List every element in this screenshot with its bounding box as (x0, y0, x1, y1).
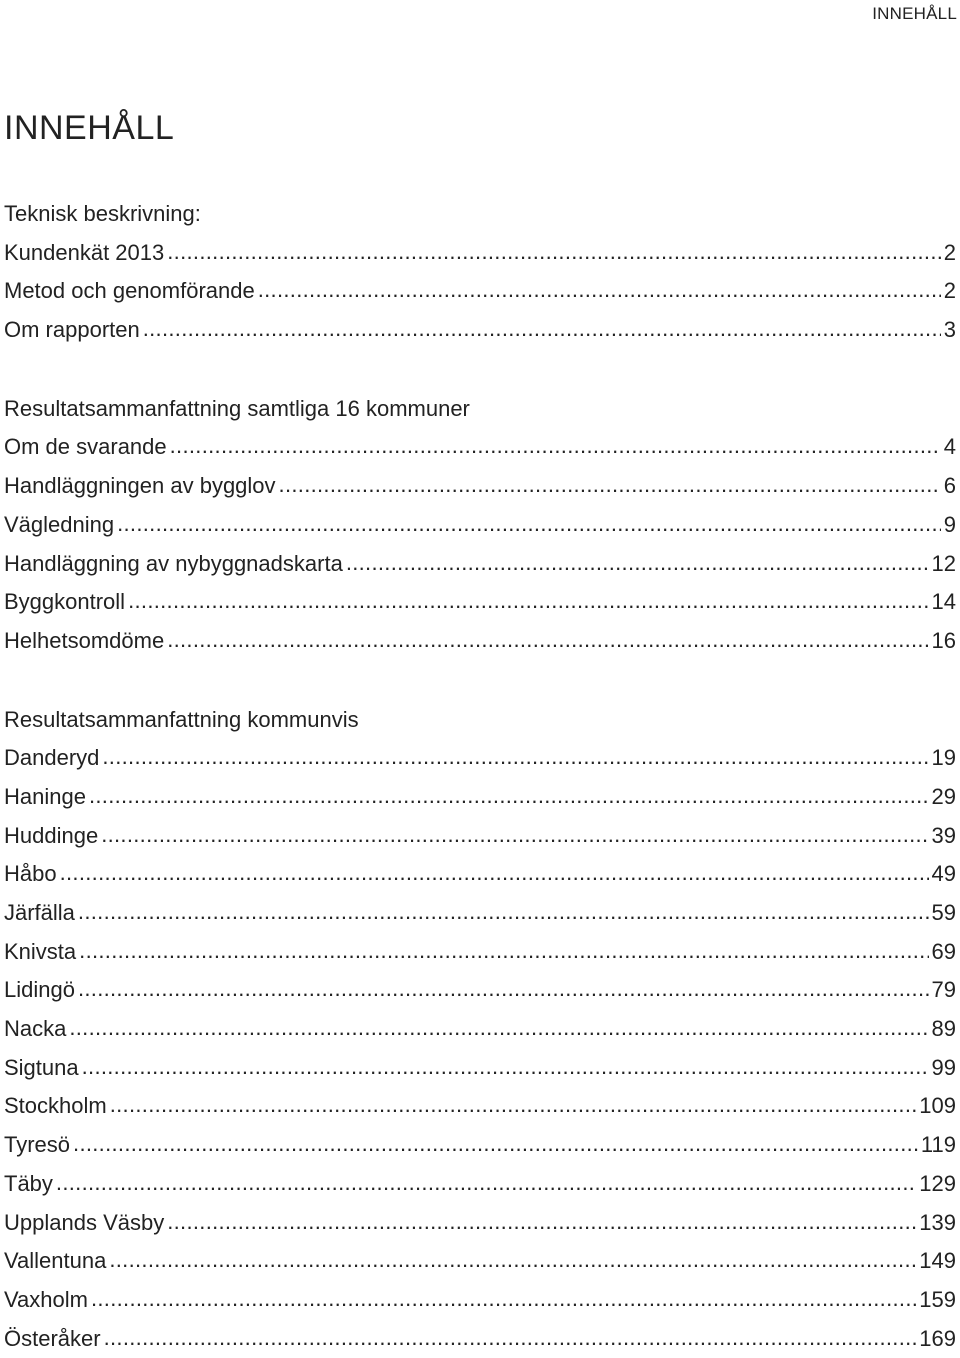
entry-page-number: 59 (931, 900, 956, 925)
entry-page-number: 169 (919, 1325, 956, 1351)
toc-entry[interactable] (4, 855, 956, 894)
entry-label: Helhetsomdöme (4, 627, 165, 653)
dot-leader (102, 738, 928, 777)
dot-leader (167, 621, 928, 660)
page-title: INNEHÅLL (4, 109, 175, 147)
entry-label: Järfälla (4, 900, 75, 925)
entry-label: Täby (4, 1170, 53, 1196)
entry-page-number: 2 (943, 278, 956, 304)
entry-page-number: 109 (919, 1093, 956, 1119)
entry-label: Metod och genomförande (4, 278, 255, 304)
entry-page-number: 139 (919, 1209, 956, 1235)
entry-label: Kundenkät 2013 (4, 239, 165, 265)
toc-entry[interactable] (4, 428, 956, 467)
dot-leader (78, 893, 929, 932)
entry-label: Tyresö (4, 1132, 71, 1158)
dot-leader (167, 233, 940, 272)
entry-label: Österåker (4, 1325, 101, 1351)
dot-leader (104, 1319, 917, 1358)
toc-entry[interactable] (4, 778, 956, 817)
entry-page-number: 79 (931, 977, 956, 1003)
entry-page-number: 14 (931, 589, 956, 615)
toc-section-summary-all (4, 390, 956, 661)
entry-page-number: 119 (920, 1132, 956, 1158)
entry-page-number: 16 (931, 627, 956, 653)
entry-label: Haninge (4, 783, 86, 809)
dot-leader (109, 1241, 916, 1280)
entry-page-number: 159 (919, 1286, 956, 1312)
dot-leader (167, 1203, 916, 1242)
entry-label: Stockholm (4, 1093, 107, 1119)
dot-leader (56, 1164, 916, 1203)
dot-leader (73, 1125, 918, 1164)
toc-entry[interactable] (4, 506, 956, 545)
toc-entry[interactable] (4, 1281, 956, 1320)
dot-leader (60, 854, 929, 893)
entry-page-number: 29 (931, 783, 956, 809)
entry-label: Danderyd (4, 745, 100, 771)
entry-page-number: 89 (931, 1016, 956, 1042)
entry-label: Lidingö (4, 977, 75, 1003)
entry-label: Handläggningen av bygglov (4, 473, 276, 499)
entry-label: Vägledning (4, 511, 115, 537)
entry-label: Om rapporten (4, 317, 140, 343)
table-of-contents (4, 195, 956, 1358)
dot-leader (69, 1009, 928, 1048)
entry-label: Knivsta (4, 938, 77, 964)
entry-label: Nacka (4, 1016, 67, 1042)
toc-entry[interactable] (4, 1242, 956, 1281)
entry-label: Vaxholm (4, 1286, 88, 1312)
toc-entry[interactable] (4, 1010, 956, 1049)
dot-leader (143, 310, 941, 349)
entry-label: Huddinge (4, 822, 99, 848)
toc-entry[interactable] (4, 894, 956, 933)
toc-entry[interactable] (4, 1126, 956, 1165)
entry-label: Vallentuna (4, 1248, 107, 1274)
entry-page-number: 4 (943, 434, 956, 460)
toc-entry[interactable] (4, 1049, 956, 1088)
toc-entry[interactable] (4, 583, 956, 622)
dot-leader (89, 777, 929, 816)
dot-leader (82, 1048, 929, 1087)
entry-label: Håbo (4, 861, 57, 887)
dot-leader (279, 466, 941, 505)
entry-page-number: 39 (931, 822, 956, 848)
entry-label: Handläggning av nybyggnadskarta (4, 550, 343, 576)
toc-entry[interactable] (4, 971, 956, 1010)
entry-page-number: 19 (931, 745, 956, 771)
entry-page-number: 3 (943, 317, 956, 343)
section-heading: Resultatsammanfattning kommunvis (4, 706, 359, 732)
dot-leader (78, 970, 929, 1009)
toc-entry[interactable] (4, 622, 956, 661)
toc-entry[interactable] (4, 739, 956, 778)
dot-leader (170, 427, 941, 466)
toc-section-per-municipality (4, 701, 956, 1358)
entry-page-number: 9 (943, 511, 956, 537)
entry-label: Om de svarande (4, 434, 167, 460)
entry-page-number: 2 (943, 239, 956, 265)
entry-page-number: 12 (931, 550, 956, 576)
toc-entry[interactable] (4, 1320, 956, 1358)
dot-leader (346, 544, 929, 583)
entry-page-number: 129 (919, 1170, 956, 1196)
toc-section-technical (4, 195, 956, 350)
entry-page-number: 49 (931, 861, 956, 887)
entry-page-number: 149 (919, 1248, 956, 1274)
toc-entry[interactable] (4, 272, 956, 311)
toc-entry[interactable] (4, 311, 956, 350)
entry-label: Upplands Väsby (4, 1209, 165, 1235)
entry-label: Byggkontroll (4, 589, 126, 615)
dot-leader (91, 1280, 916, 1319)
dot-leader (110, 1086, 917, 1125)
toc-entry[interactable] (4, 467, 956, 506)
dot-leader (101, 816, 928, 855)
entry-label: Sigtuna (4, 1054, 79, 1080)
toc-entry[interactable] (4, 545, 956, 584)
section-heading: Resultatsammanfattning samtliga 16 kommuner (4, 395, 470, 421)
toc-entry[interactable] (4, 1087, 956, 1126)
toc-entry[interactable] (4, 817, 956, 856)
running-header: INNEHÅLL (872, 4, 957, 23)
section-heading: Teknisk beskrivning: (4, 201, 201, 226)
dot-leader (117, 505, 941, 544)
dot-leader (258, 271, 941, 310)
dot-leader (79, 932, 928, 971)
entry-page-number: 6 (943, 473, 956, 499)
toc-entry[interactable] (4, 1165, 956, 1204)
toc-entry[interactable] (4, 933, 956, 972)
toc-entry[interactable] (4, 234, 956, 273)
toc-entry[interactable] (4, 1204, 956, 1243)
entry-page-number: 99 (931, 1054, 956, 1080)
dot-leader (128, 582, 928, 621)
entry-page-number: 69 (931, 938, 956, 964)
